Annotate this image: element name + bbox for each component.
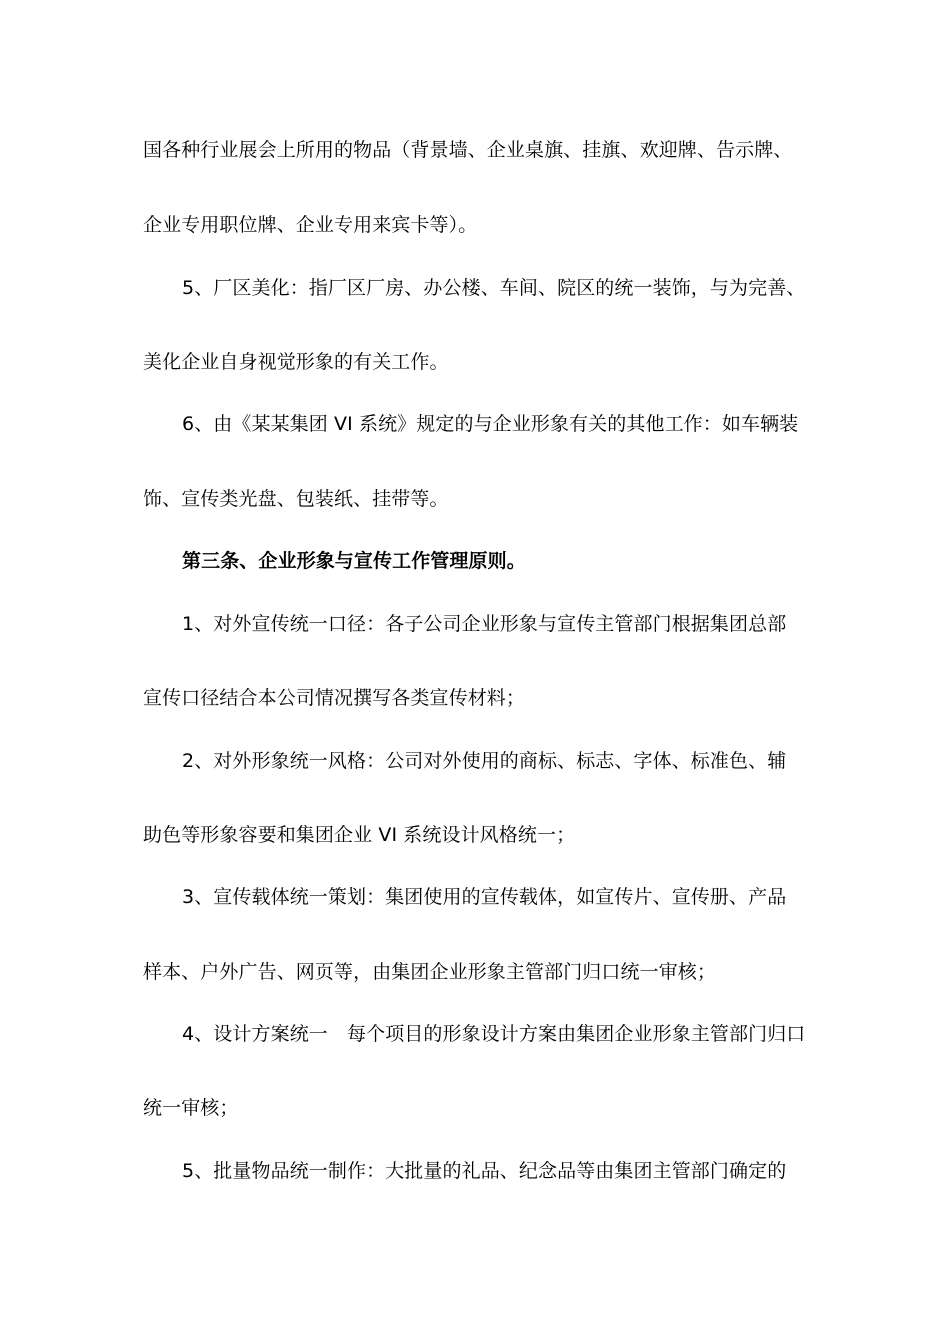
text-line-12: 3、宣传载体统一策划：集团使用的宣传载体，如宣传片、宣传册、产品 bbox=[182, 886, 787, 908]
section-heading: 第三条、企业形象与宣传工作管理原则。 bbox=[182, 550, 526, 572]
text-line-2: 企业专用职位牌、企业专用来宾卡等）。 bbox=[143, 214, 478, 236]
text-line-8: 1、对外宣传统一口径：各子公司企业形象与宣传主管部门根据集团总部 bbox=[182, 613, 787, 635]
text-line-6: 饰、宣传类光盘、包装纸、挂带等。 bbox=[143, 488, 449, 510]
text-line-9: 宣传口径结合本公司情况撰写各类宣传材料； bbox=[143, 687, 526, 709]
text-line-4: 美化企业自身视觉形象的有关工作。 bbox=[143, 351, 449, 373]
text-line-16: 5、批量物品统一制作：大批量的礼品、纪念品等由集团主管部门确定的 bbox=[182, 1160, 787, 1182]
text-line-11: 助色等形象容要和集团企业 VI 系统设计风格统一； bbox=[143, 824, 576, 846]
text-line-5: 6、由《某某集团 VI 系统》规定的与企业形象有关的其他工作：如车辆装 bbox=[182, 413, 799, 435]
text-line-15: 统一审核； bbox=[143, 1097, 239, 1119]
text-line-10: 2、对外形象统一风格：公司对外使用的商标、标志、字体、标准色、辅 bbox=[182, 750, 787, 772]
text-line-13: 样本、户外广告、网页等，由集团企业形象主管部门归口统一审核； bbox=[143, 961, 717, 983]
text-line-1: 国各种行业展会上所用的物品（背景墙、企业桌旗、挂旗、欢迎牌、告示牌、 bbox=[143, 139, 793, 161]
text-line-14: 4、设计方案统一 每个项目的形象设计方案由集团企业形象主管部门归口 bbox=[182, 1023, 806, 1045]
text-line-3: 5、厂区美化：指厂区厂房、办公楼、车间、院区的统一装饰，与为完善、 bbox=[182, 277, 806, 299]
